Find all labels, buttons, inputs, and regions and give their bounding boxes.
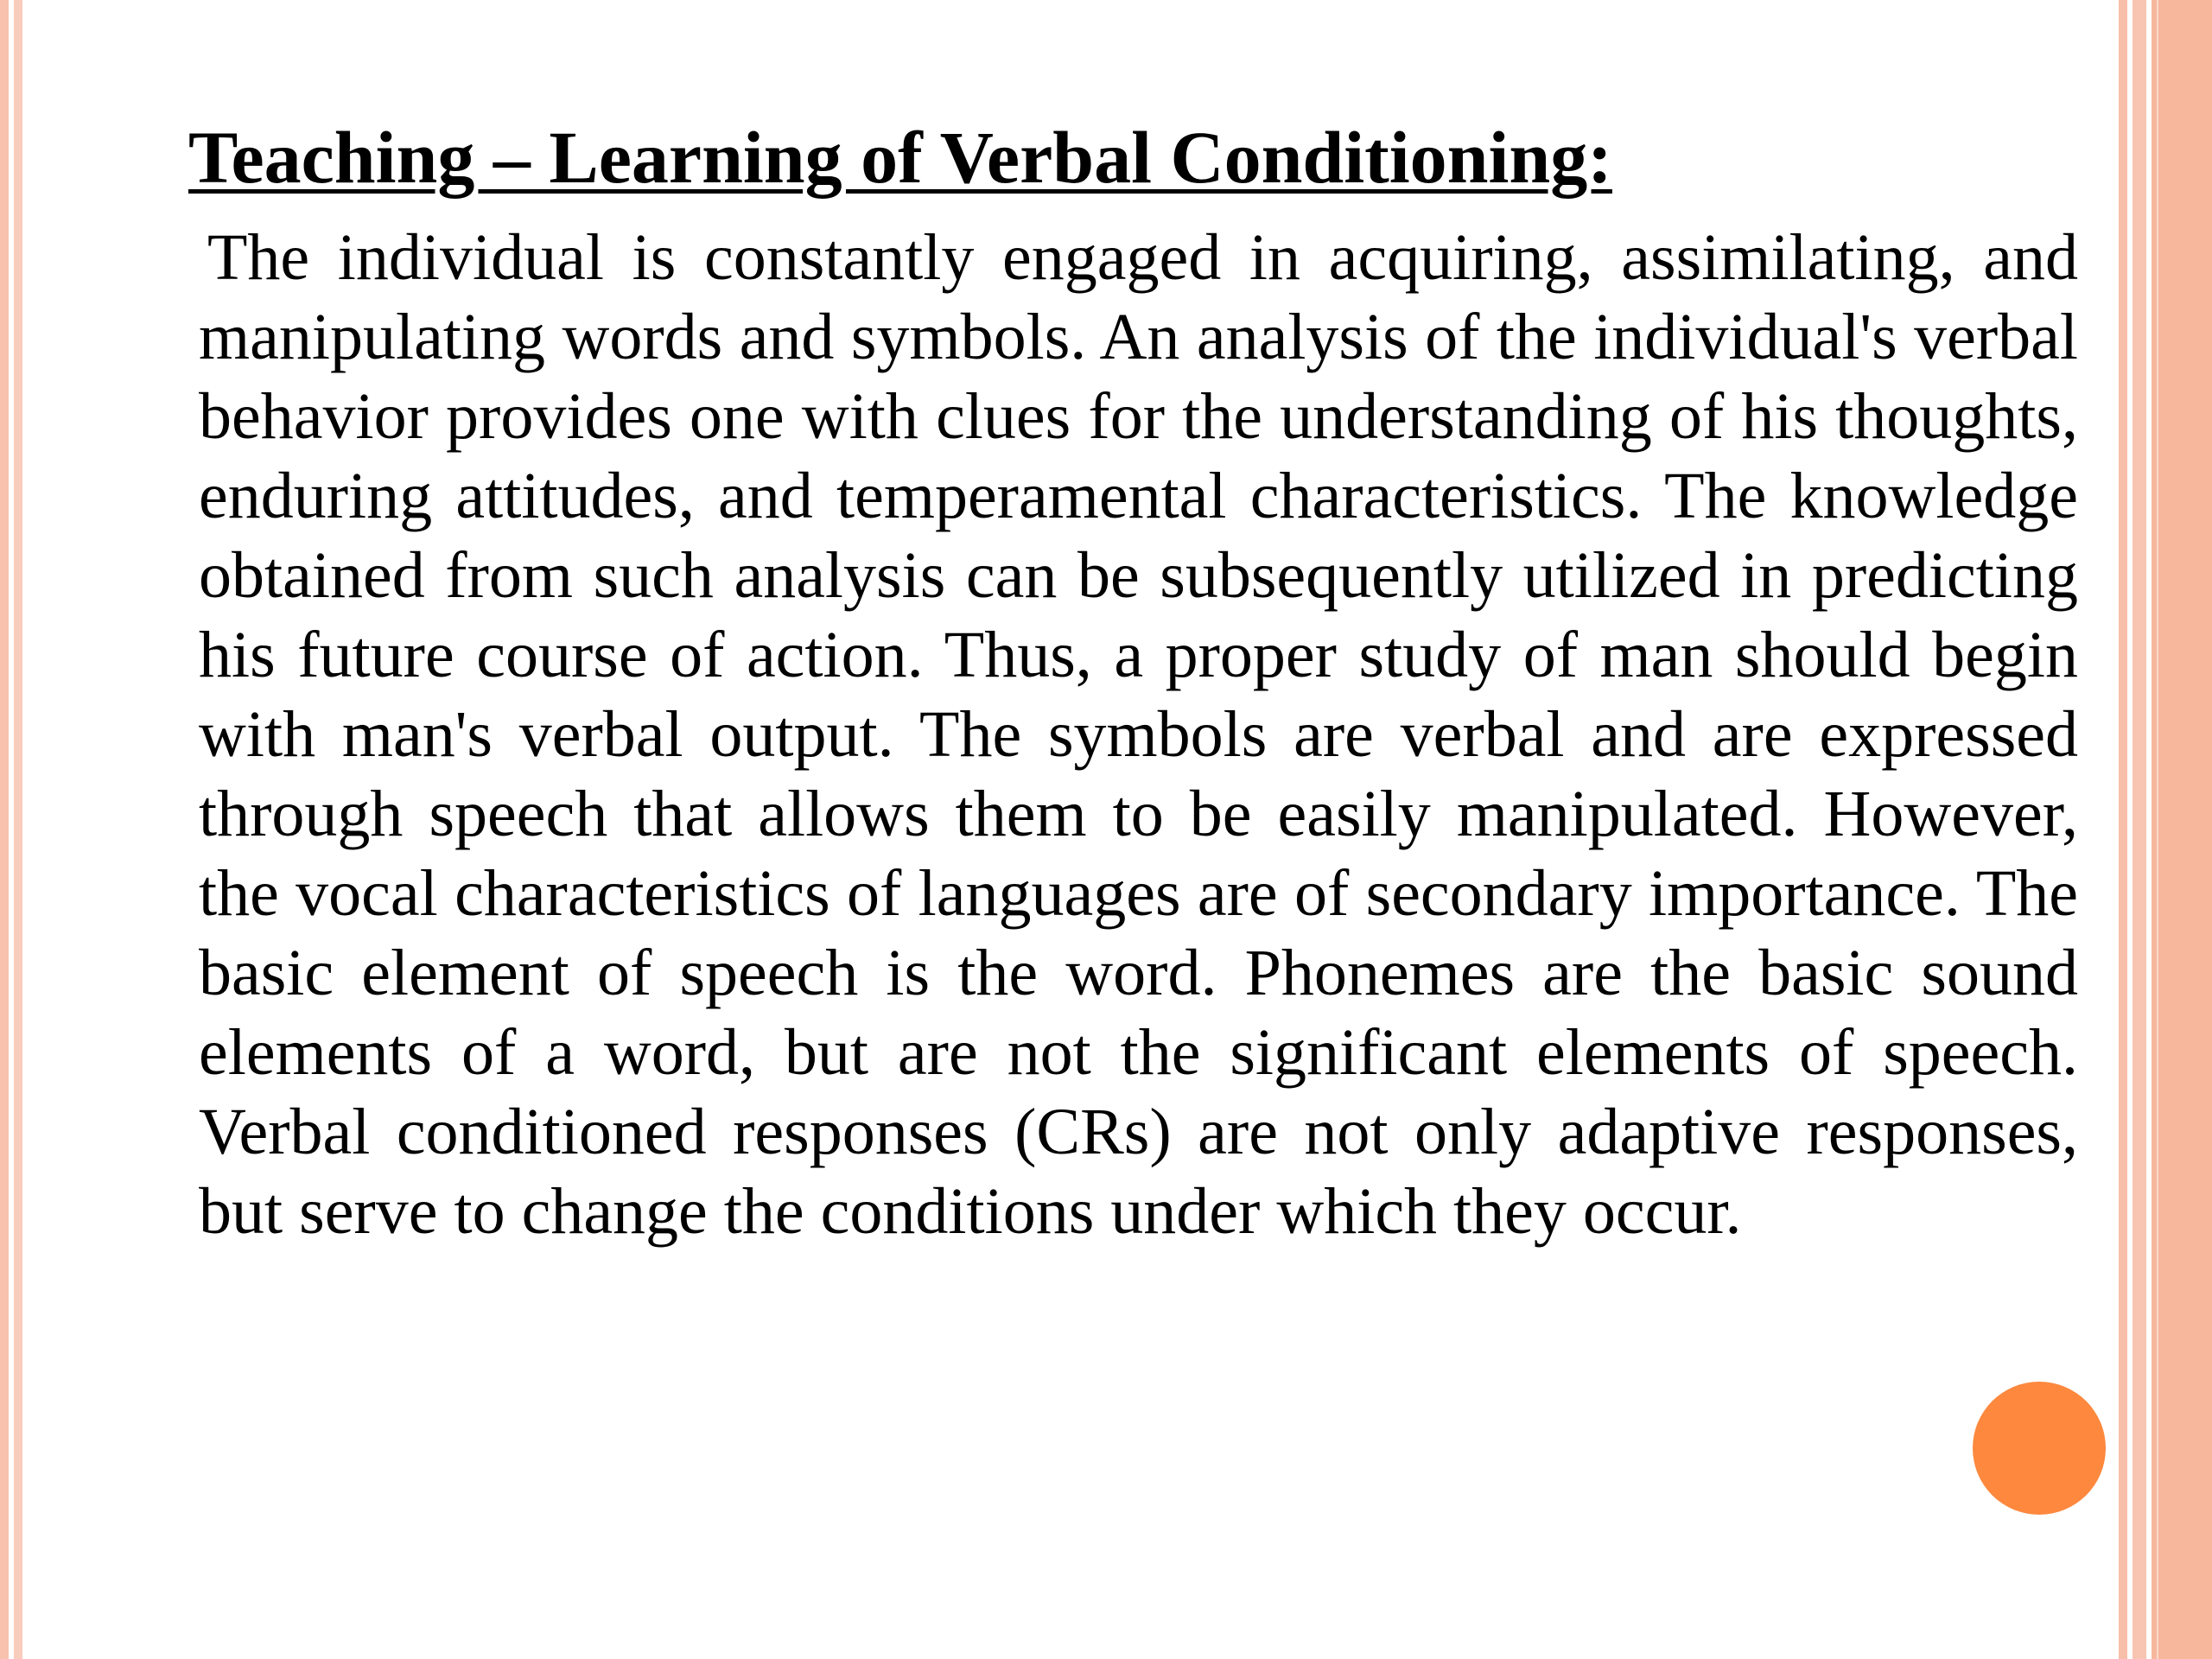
- right-border-line: [2157, 0, 2158, 1659]
- right-border-stripe-a: [2119, 0, 2127, 1659]
- left-border-stripe-inner: [14, 0, 22, 1659]
- right-border-stripe-b: [2133, 0, 2146, 1659]
- orange-circle-decoration: [1973, 1382, 2106, 1515]
- slide-body-text: The individual is constantly engaged in acquiring, assimilating, and manipulating words and symbols. An analysis of the individual's verbal behavior provides one with clues for the understanding of his thoughts, enduring attitudes, and temperamental characteristics. The knowledge obtained from such analysis can be subsequently utilized in predicting his future course of action. Thus, a proper study of man should begin with man's verbal output. The symbols are verbal and are expressed through speech that allows them to be easily manipulated. However, the vocal characteristics of languages are of secondary importance. The basic element of speech is the word. Phonemes are the basic sound elements of a word, but are not the significant elements of speech. Verbal conditioned responses (CRs) are not only adaptive responses, but serve to change the conditions under which they occur.: [199, 221, 2078, 1248]
- left-border-stripe-outer: [0, 0, 9, 1659]
- slide-title: Teaching – Learning of Verbal Conditioning:: [188, 116, 1612, 199]
- right-border-band: [2152, 0, 2212, 1659]
